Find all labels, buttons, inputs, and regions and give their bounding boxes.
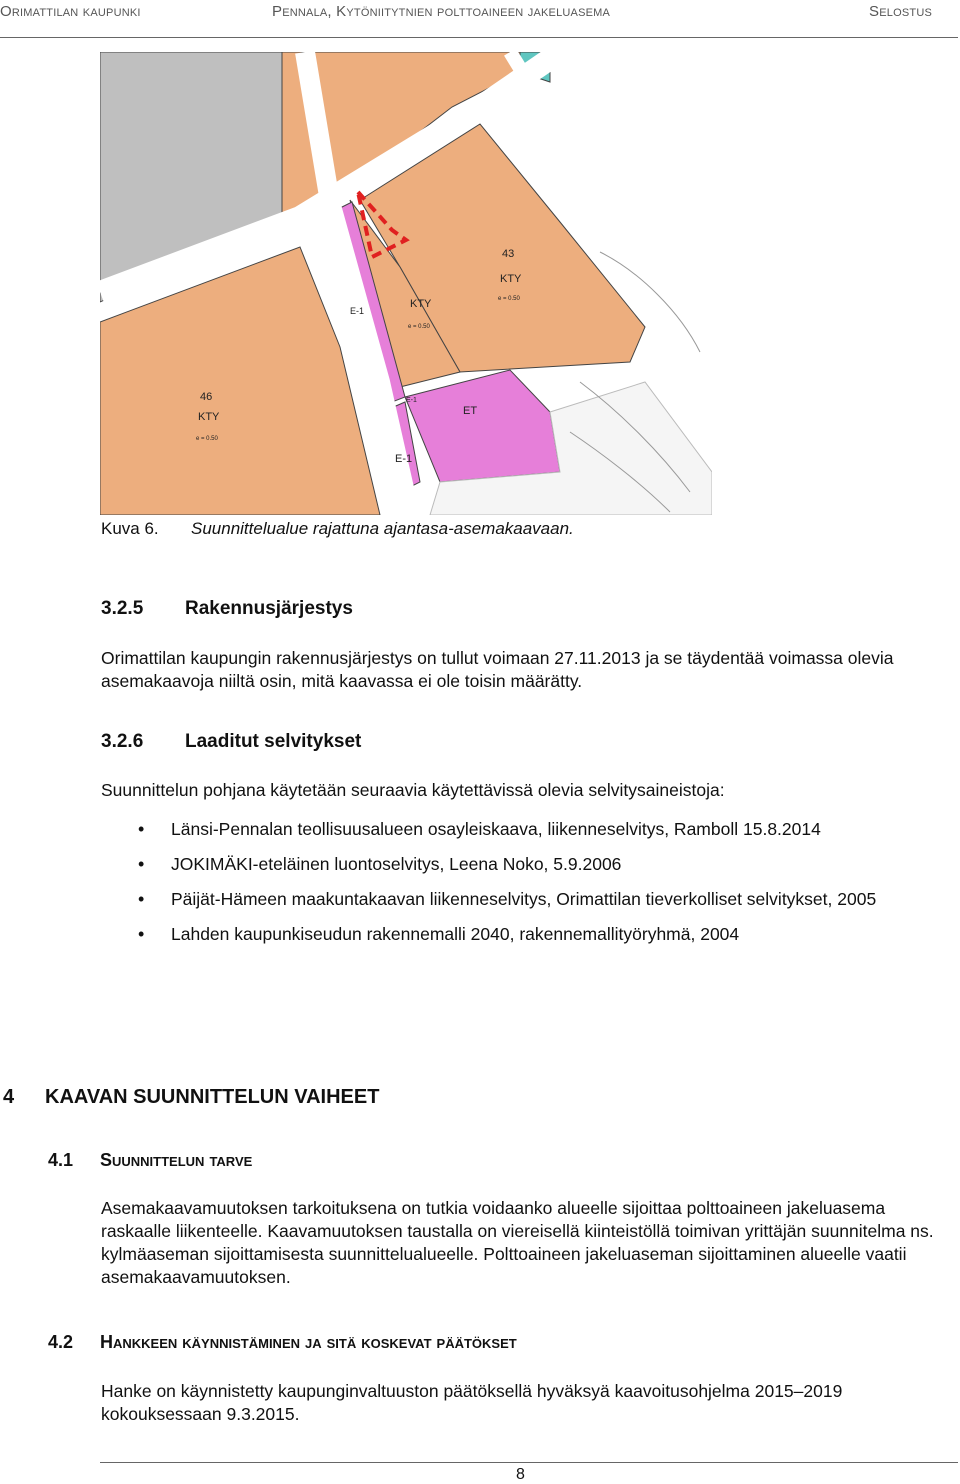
map-label: e = 0.50 [408, 324, 430, 330]
section-number: 4.1 [48, 1150, 74, 1170]
section-title: Suunnittelun tarve [100, 1150, 253, 1170]
section-title: Rakennusjärjestys [185, 598, 353, 619]
zoning-map [100, 52, 712, 515]
list-item: • Lahden kaupunkiseudun rakennemalli 2040, rakennemallityöryhmä, 2004 [138, 923, 958, 946]
figure-caption [101, 519, 574, 539]
header-center: Pennala, Kytöniitytnien polttoaineen jakeluasema [272, 3, 611, 20]
map-label: ET [463, 405, 478, 417]
section-title: Hankkeen käynnistäminen ja sitä koskevat päätökset [100, 1332, 517, 1352]
map-label: e = 0.50 [498, 296, 520, 302]
page-header [0, 0, 960, 40]
section-title: Laaditut selvitykset [185, 731, 362, 752]
list-item: • JOKIMÄKI-eteläinen luontoselvitys, Leena Noko, 5.9.2006 [138, 853, 958, 876]
paragraph-hankkeen-kaynnistaminen: Hanke on käynnistetty kaupunginvaltuuston päätöksellä hyväksyä kaavoitusohjelma 2015–2019 kokouksessaan 9.3.2015. [101, 1381, 843, 1424]
reports-list [138, 818, 958, 946]
paragraph-suunnittelun-tarve: Asemakaavamuutoksen tarkoituksena on tutkia voidaanko alueelle sijoittaa polttoaineen jakeluasema raskaalle liikenteelle. Kaavamuutoksen taustalla on viereisellä kiinteistöllä toimivan yrittäjän suunnitelma ns. kylmäaseman sijoittamisesta suunnittelualueelle. Polttoaineen jakeluaseman sijoittaminen alueelle vaatii asemakaavamuutoksen. [101, 1198, 934, 1287]
map-label: 46 [200, 391, 213, 403]
map-label: KTY [198, 411, 220, 423]
footer-rule [100, 1462, 958, 1463]
map-label: E-1 [395, 453, 413, 465]
heading-4-2 [48, 1332, 517, 1353]
section-number: 4 [3, 1086, 15, 1108]
map-label: KTY [410, 298, 432, 310]
paragraph-rakennusjarjestys: Orimattilan kaupungin rakennusjärjestys on tullut voimaan 27.11.2013 ja se täydentää voimassa olevia asemakaavoja niiltä osin, mitä kaavassa ei ole toisin määrätty. [101, 648, 894, 691]
list-item: • Päijät-Hämeen maakuntakaavan liikenneselvitys, Orimattilan tieverkolliset selvitykset, 2005 [138, 888, 958, 911]
caption-text: Suunnittelualue rajattuna ajantasa-asemakaavaan. [191, 519, 574, 538]
header-rule [0, 37, 958, 38]
heading-4-1 [48, 1150, 252, 1171]
page-number: 8 [516, 1466, 525, 1483]
map-label: KTY [500, 273, 522, 285]
section-number: 3.2.6 [101, 731, 144, 752]
map-label: e = 0.50 [196, 436, 218, 442]
header-right: Selostus [869, 3, 932, 20]
map-label: 43 [502, 248, 515, 260]
caption-label: Kuva 6. [101, 519, 159, 538]
map-label: E-1 [350, 306, 365, 316]
header-left: Orimattilan kaupunki [0, 3, 141, 20]
section-number: 3.2.5 [101, 598, 144, 619]
section-number: 4.2 [48, 1332, 74, 1352]
section-title: KAAVAN SUUNNITTELUN VAIHEET [45, 1086, 380, 1108]
heading-3-2-5 [101, 598, 353, 620]
heading-4 [3, 1086, 379, 1109]
list-item: • Länsi-Pennalan teollisuusalueen osayleiskaava, liikenneselvitys, Ramboll 15.8.2014 [138, 818, 958, 841]
heading-3-2-6 [101, 731, 361, 753]
paragraph-selvitykset-intro: Suunnittelun pohjana käytetään seuraavia käytettävissä olevia selvitysaineistoja: [101, 780, 725, 800]
map-label: E-1 [406, 397, 417, 404]
